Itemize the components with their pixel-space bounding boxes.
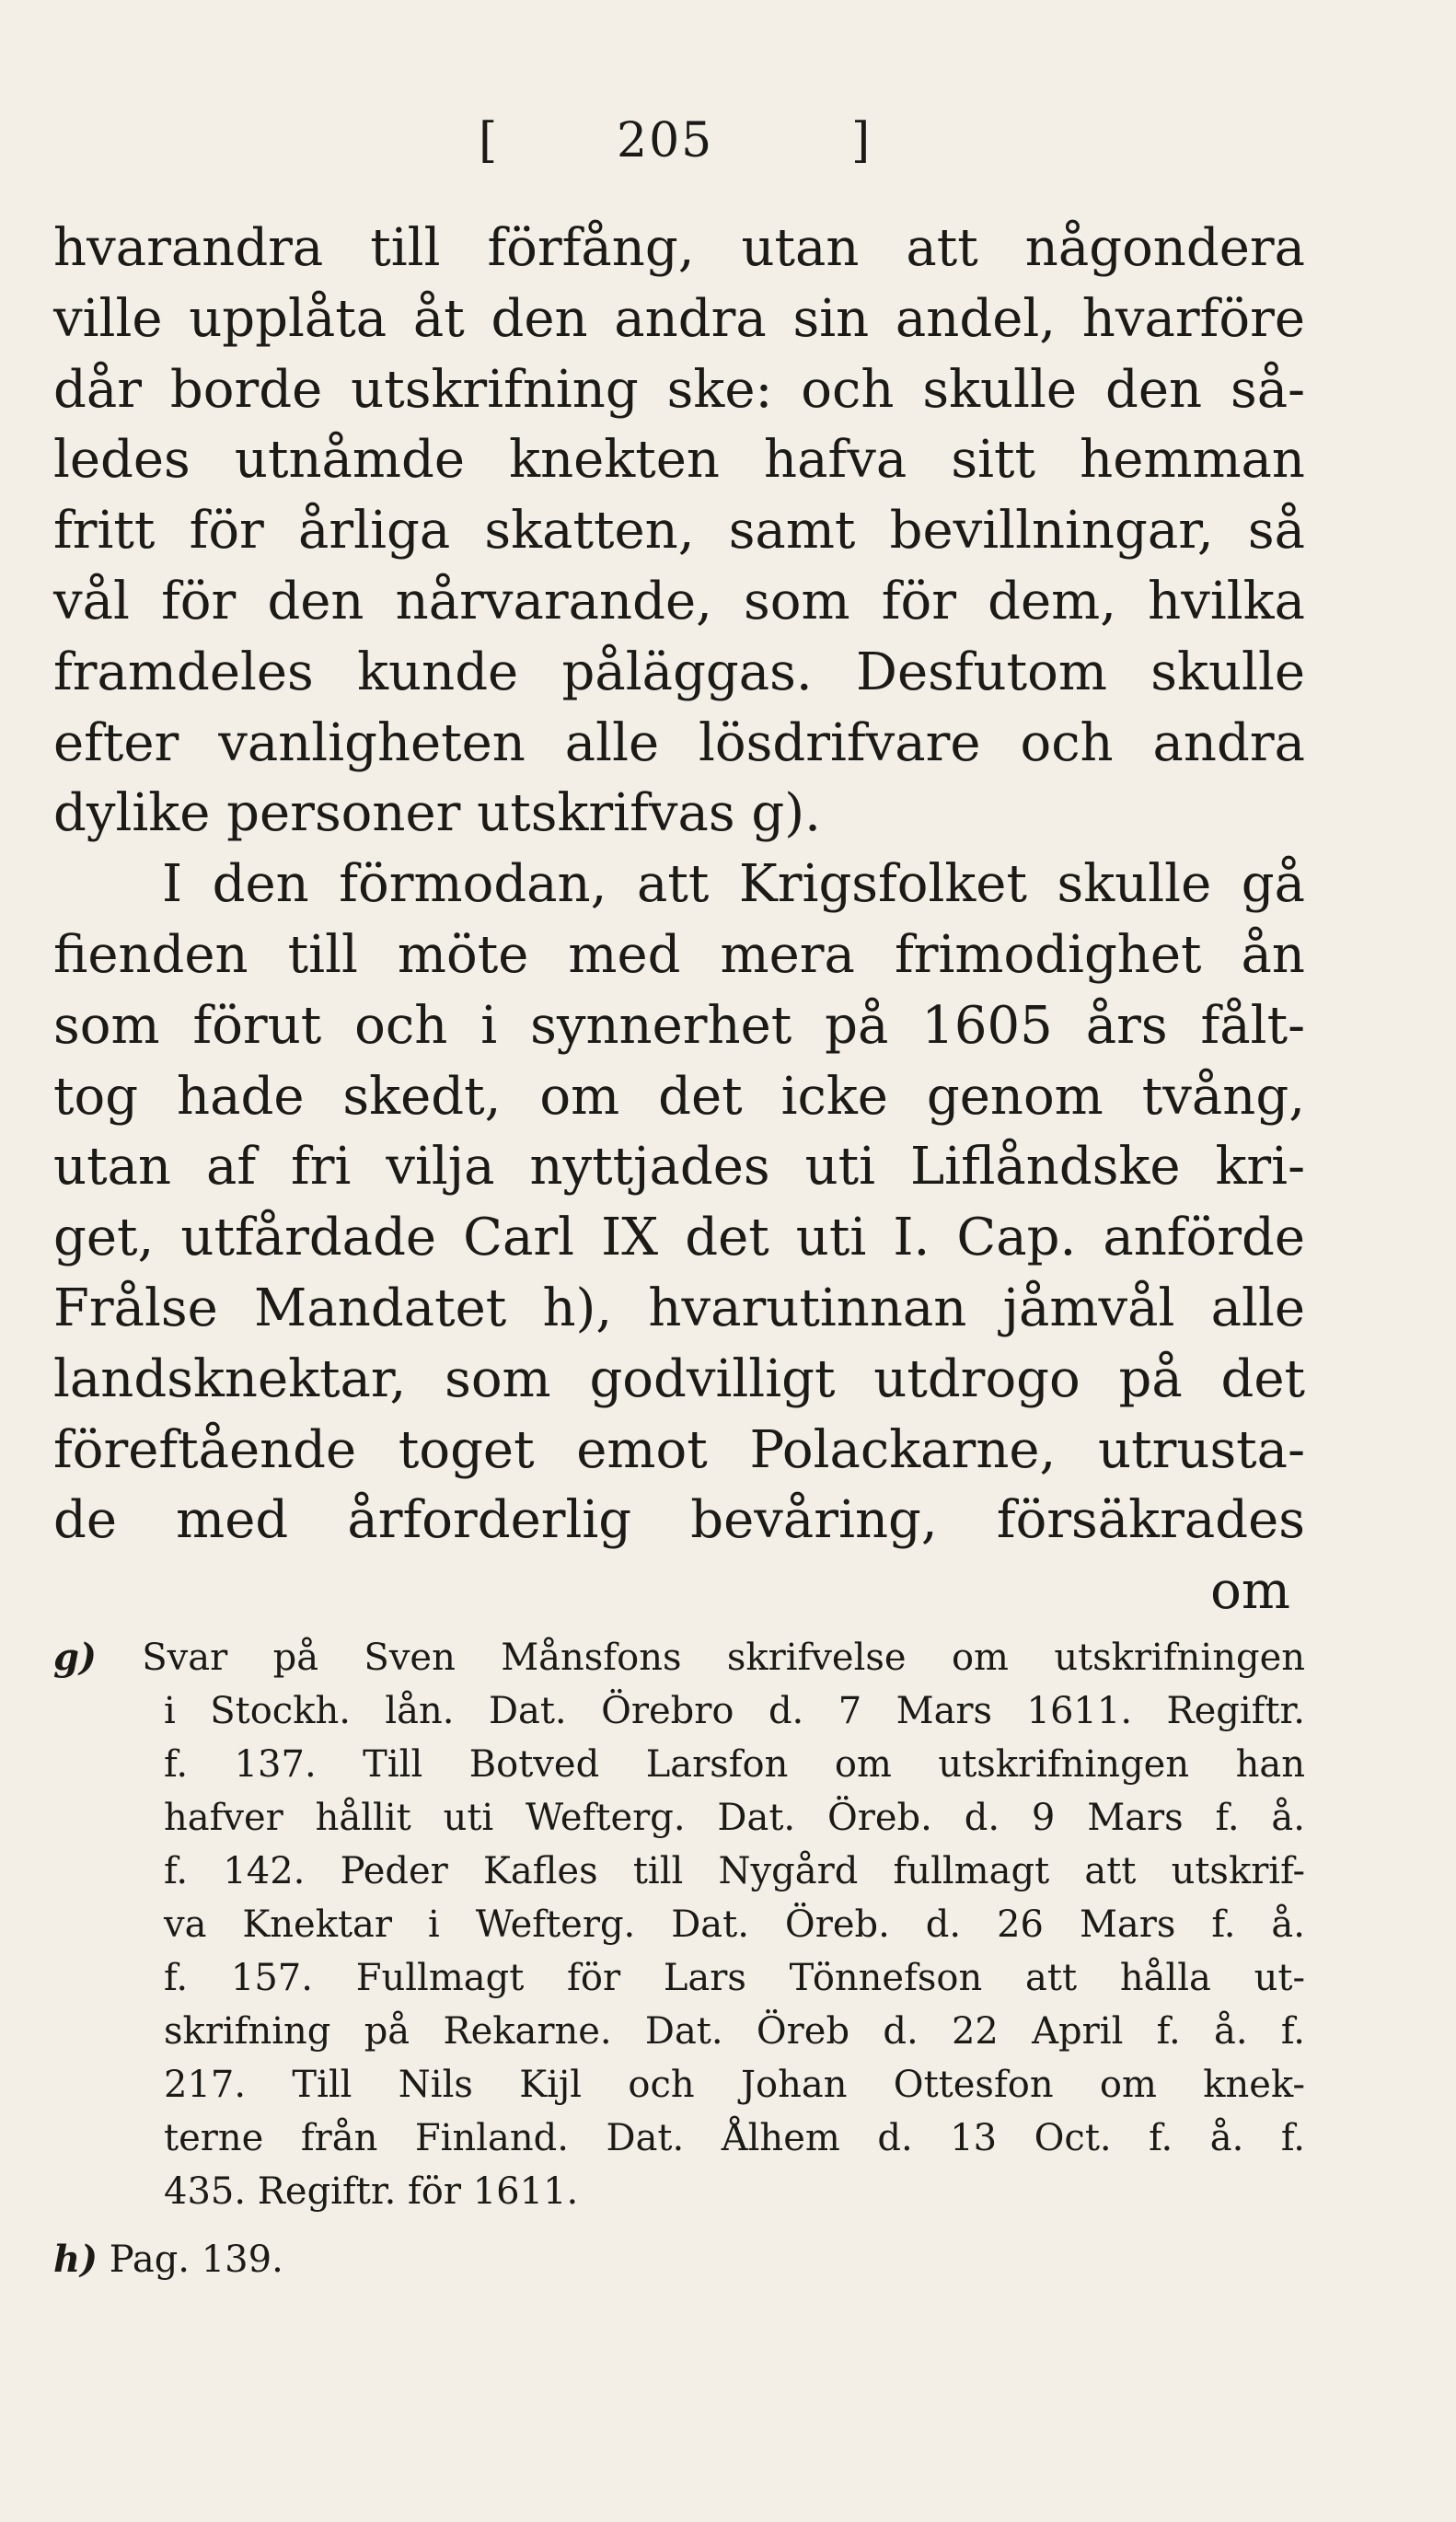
body-line: fritt för årliga skatten, samt bevillningar, så [53, 501, 1305, 561]
body-line: vål för den nårvarande, som för dem, hvilka [53, 571, 1305, 631]
footnote-g-line: 217. Till Nils Kijl och Johan Ottesfon om knek- [164, 2064, 1305, 2106]
body-line: framdeles kunde påläggas. Desfutom skulle [53, 642, 1305, 702]
body-line: ville upplåta åt den andra sin andel, hvarföre [53, 288, 1305, 349]
body-text [53, 214, 1305, 1627]
body-line: dår borde utskrifning ske: och skulle den så- [53, 359, 1305, 420]
body-line: get, utfårdade Carl IX det uti I. Cap. anförde [53, 1208, 1305, 1268]
footnote-g-line: f. 142. Peder Kafles till Nygård fullmagt att utskrif- [164, 1850, 1305, 1892]
footnote-g-line: terne från Finland. Dat. Ålhem d. 13 Oct. f. å. f. [164, 2117, 1305, 2159]
body-line: dylike personer utskrifvas g). [53, 783, 821, 844]
catchword: om [1210, 1561, 1290, 1622]
footnote-h-text: Pag. 139. [109, 2239, 283, 2281]
footnote-g-marker: g) [53, 1636, 97, 1679]
body-line: hvarandra till förfång, utan att någondera [53, 218, 1305, 278]
body-line: föreftående toget emot Polackarne, utrusta- [53, 1419, 1305, 1480]
page-header [479, 109, 893, 173]
footnote-g-line: hafver hållit uti Wefterg. Dat. Öreb. d. 9 Mars f. å. [164, 1797, 1305, 1839]
page-number: 205 [617, 113, 714, 168]
footnote-h-marker: h) [53, 2238, 98, 2281]
footnote-g-line: i Stockh. lån. Dat. Örebro d. 7 Mars 1611. Regiftr. [164, 1690, 1305, 1732]
body-line: ledes utnåmde knekten hafva sitt hemman [53, 430, 1305, 491]
footnote-g-line: f. 157. Fullmagt för Lars Tönnefson att hålla ut- [164, 1957, 1305, 1999]
footnote-g-text: Svar på Sven Månsfons skrifvelse om utskrifningen [142, 1637, 1305, 1679]
footnote-g-line: 435. Regiftr. för 1611. [164, 2170, 579, 2213]
header-left-bracket: [ [479, 113, 498, 168]
footnote-h [53, 2233, 1305, 2286]
body-line: landsknektar, som godvilligt utdrogo på det [53, 1348, 1305, 1409]
header-right-bracket: ] [851, 113, 871, 168]
footnote-g-line: f. 137. Till Botved Larsfon om utskrifningen han [164, 1743, 1305, 1786]
body-line: efter vanligheten alle lösdrifvare och andra [53, 712, 1305, 773]
body-line: utan af fri vilja nyttjades uti Liflåndske kri- [53, 1137, 1305, 1197]
footnote-g-line: va Knektar i Wefterg. Dat. Öreb. d. 26 Mars f. å. [164, 1903, 1305, 1946]
body-line: tog hade skedt, om det icke genom tvång, [53, 1066, 1305, 1127]
body-line: Frålse Mandatet h), hvarutinnan jåmvål alle [53, 1278, 1305, 1338]
body-line: de med årforderlig bevåring, försäkrades [53, 1490, 1305, 1551]
body-line: som förut och i synnerhet på 1605 års fålt- [53, 995, 1305, 1056]
footnote-g-line: skrifning på Rekarne. Dat. Öreb d. 22 April f. å. f. [164, 2010, 1305, 2053]
body-line: fienden till möte med mera frimodighet ån [53, 924, 1305, 985]
footnotes [53, 1631, 1305, 2286]
footnote-g-line-1 [53, 1631, 1305, 1684]
paragraph-start-line: I den förmodan, att Krigsfolket skulle gå [162, 854, 1305, 915]
